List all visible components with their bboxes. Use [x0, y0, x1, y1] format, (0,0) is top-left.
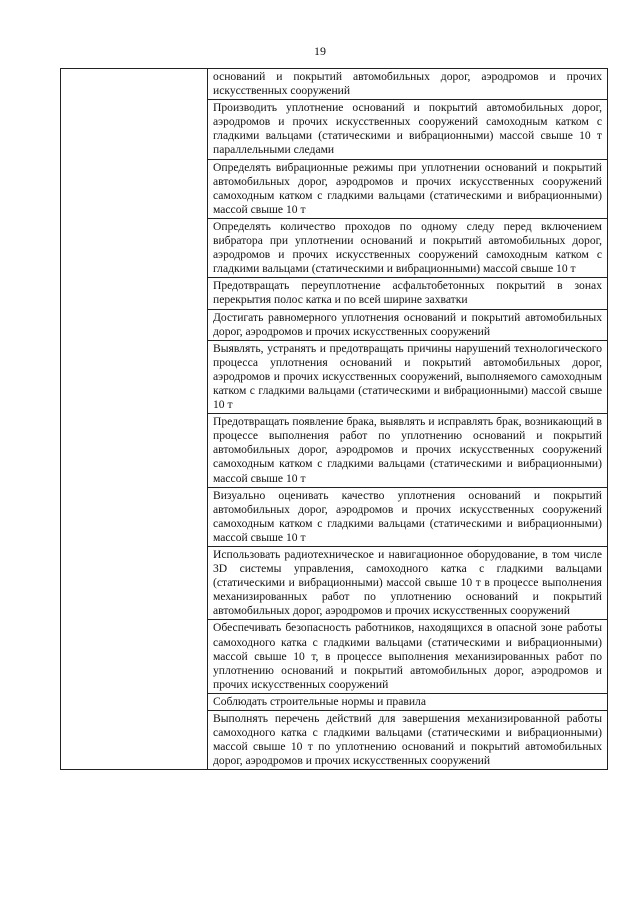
table-cell: Достигать равномерного уплотнения оснований и покрытий автомобильных дорог, аэродромов и прочих искусственных сооружений	[208, 309, 608, 340]
table-cell: Выполнять перечень действий для завершения механизированной работы самоходного катка с гладкими вальцами (статическими и вибрационными) массой свыше 10 т по уплотнению оснований и покрытий автомобильных дорог, аэродромов и прочих искусственных сооружений	[208, 711, 608, 770]
table-cell: Соблюдать строительные нормы и правила	[208, 693, 608, 710]
page-number: 19	[314, 44, 326, 58]
table-cell: Предотвращать появление брака, выявлять и исправлять брак, возникающий в процессе выполнения работ по уплотнению оснований и покрытий автомобильных дорог, аэродромов и прочих искусственных сооружений самоходным катком с гладкими вальцами (статическими и вибрационными) массой свыше 10 т	[208, 414, 608, 487]
table-cell: Обеспечивать безопасность работников, находящихся в опасной зоне работы самоходного катка с гладкими вальцами (статическими и вибрационными) массой свыше 10 т, в процессе выполнения механизированных работ по уплотнению оснований и покрытий автомобильных дорог, аэродромов и прочих искусственных сооружений	[208, 620, 608, 693]
table-cell: Использовать радиотехническое и навигационное оборудование, в том числе 3D системы управления, самоходного катка с гладкими вальцами (статическими и вибрационными) массой свыше 10 т в процессе выполнения механизированных работ по уплотнению оснований и покрытий автомобильных дорог, аэродромов и прочих искусственных сооружений	[208, 547, 608, 620]
skills-table	[60, 68, 608, 770]
table-cell: Предотвращать переуплотнение асфальтобетонных покрытий в зонах перекрытия полос катка и по всей ширине захватки	[208, 278, 608, 309]
left-column-cell	[61, 69, 208, 770]
table-cell: Определять количество проходов по одному следу перед включением вибратора при уплотнении оснований и покрытий автомобильных дорог, аэродромов и прочих искусственных сооружений самоходным катком с гладкими вальцами (статическими и вибрационными) массой свыше 10 т	[208, 218, 608, 277]
table-cell: Выявлять, устранять и предотвращать причины нарушений технологического процесса уплотнения оснований и покрытий автомобильных дорог, аэродромов и прочих искусственных сооружений, выполняемого самоходным катком с гладкими вальцами (статическими и вибрационными) массой свыше 10 т	[208, 340, 608, 413]
table-cell: Визуально оценивать качество уплотнения оснований и покрытий автомобильных дорог, аэродромов и прочих искусственных сооружений самоходным катком с гладкими вальцами (статическими и вибрационными) массой свыше 10 т	[208, 487, 608, 546]
table-cell: Определять вибрационные режимы при уплотнении оснований и покрытий автомобильных дорог, аэродромов и прочих искусственных сооружений самоходным катком с гладкими вальцами (статическими и вибрационными) массой свыше 10 т	[208, 159, 608, 218]
table-row	[61, 69, 608, 100]
table-cell: Производить уплотнение оснований и покрытий автомобильных дорог, аэродромов и прочих искусственных сооружений самоходным катком с гладкими вальцами (статическими и вибрационными) массой свыше 10 т параллельными следами	[208, 100, 608, 159]
table-cell: оснований и покрытий автомобильных дорог, аэродромов и прочих искусственных сооружений	[208, 69, 608, 100]
